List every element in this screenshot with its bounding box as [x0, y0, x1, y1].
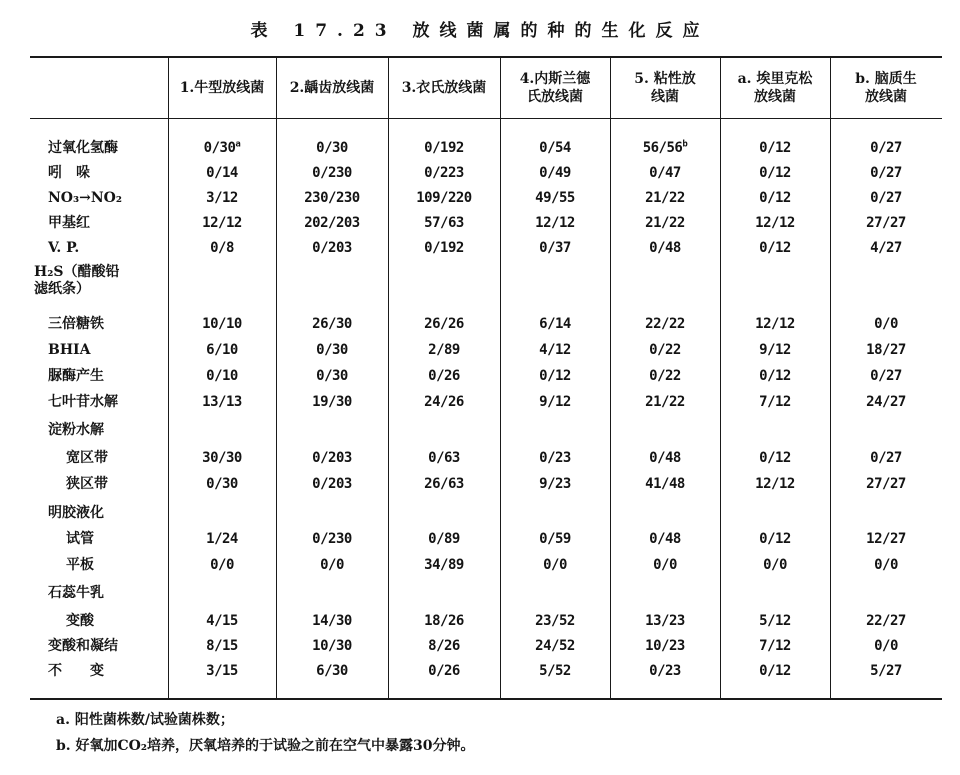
table-cell: 12/12	[755, 476, 795, 492]
table-cell: 10/23	[645, 638, 685, 654]
table-cell: 8/15	[206, 638, 238, 654]
table-cell: 27/27	[866, 476, 906, 492]
table-cell: 14/30	[312, 613, 352, 629]
table-cell: 5/52	[539, 663, 571, 679]
table-cell: 56/56$^b$	[642, 139, 688, 156]
table-cell: 9/23	[539, 476, 571, 492]
table-cell: 0/0	[763, 557, 787, 573]
table-cell: 23/52	[535, 613, 575, 629]
table-cell: 0/10	[206, 368, 238, 384]
row-label: V. P.	[48, 240, 80, 256]
table-cell: 21/22	[645, 190, 685, 206]
footnote-a: a. 阳性菌株数/试验菌株数；	[56, 712, 234, 728]
column-header: a. 埃里克松 放线菌	[737, 71, 813, 105]
table-cell: 30/30	[202, 450, 242, 466]
table-cell: 6/14	[539, 316, 571, 332]
table-cell: 26/63	[424, 476, 464, 492]
row-label: 脲酶产生	[48, 368, 104, 384]
table-cell: 0/0	[874, 316, 898, 332]
table-cell: 0/27	[870, 190, 902, 206]
table-cell: 0/203	[312, 476, 352, 492]
row-label: 明胶液化	[48, 505, 104, 521]
table-cell: 0/12	[759, 240, 791, 256]
table-cell: 4/27	[870, 240, 902, 256]
table-cell: 0/192	[424, 140, 464, 156]
table-cell: 21/22	[645, 215, 685, 231]
table-cell: 4/15	[206, 613, 238, 629]
table-cell: 0/12	[759, 663, 791, 679]
table-cell: 0/12	[759, 531, 791, 547]
table-cell: 0/49	[539, 165, 571, 181]
table-cell: 0/192	[424, 240, 464, 256]
table-cell: 57/63	[424, 215, 464, 231]
table-cell: 6/10	[206, 342, 238, 358]
table-cell: 109/220	[416, 190, 472, 206]
table-cell: 26/26	[424, 316, 464, 332]
table-cell: 0/12	[759, 190, 791, 206]
footnote-b: b. 好氧加CO₂培养，厌氧培养的于试验之前在空气中暴露30分钟。	[56, 738, 475, 754]
table-cell: 7/12	[759, 638, 791, 654]
table-cell: 18/26	[424, 613, 464, 629]
table-cell: 0/27	[870, 368, 902, 384]
table-cell: 0/0	[653, 557, 677, 573]
table-cell: 0/12	[759, 368, 791, 384]
table-cell: 34/89	[424, 557, 464, 573]
column-header: b. 脑质生 放线菌	[855, 71, 917, 105]
table-cell: 0/26	[428, 663, 460, 679]
table-cell: 24/27	[866, 394, 906, 410]
table-cell: 0/0	[874, 638, 898, 654]
row-label: 淀粉水解	[48, 422, 104, 438]
table-cell: 9/12	[539, 394, 571, 410]
table-cell: 0/48	[649, 531, 681, 547]
table-cell: 0/30	[206, 476, 238, 492]
table-title: 表 17.23 放线菌属的种的生化反应	[250, 21, 710, 41]
table-cell: 0/89	[428, 531, 460, 547]
row-label: H₂S（醋酸铅 滤纸条）	[34, 264, 120, 297]
table-cell: 49/55	[535, 190, 575, 206]
table-cell: 0/0	[320, 557, 344, 573]
table-cell: 12/12	[202, 215, 242, 231]
table-cell: 12/12	[755, 316, 795, 332]
row-label: 过氧化氢酶	[48, 140, 118, 156]
table-cell: 9/12	[759, 342, 791, 358]
table-cell: 0/59	[539, 531, 571, 547]
table-cell: 3/15	[206, 663, 238, 679]
table-cell: 3/12	[206, 190, 238, 206]
table-cell: 0/30	[316, 140, 348, 156]
table-cell: 0/23	[649, 663, 681, 679]
row-label: NO₃→NO₂	[48, 190, 122, 206]
table-cell: 0/0	[210, 557, 234, 573]
header-rule	[30, 118, 942, 119]
table-cell: 0/0	[874, 557, 898, 573]
table-cell: 26/30	[312, 316, 352, 332]
column-header: 1.牛型放线菌	[179, 80, 265, 96]
table-cell: 0/27	[870, 450, 902, 466]
table-cell: 0/30	[316, 342, 348, 358]
table-cell: 5/27	[870, 663, 902, 679]
table-cell: 10/30	[312, 638, 352, 654]
table-cell: 0/26	[428, 368, 460, 384]
row-label: 平板	[66, 557, 94, 573]
table-cell: 2/89	[428, 342, 460, 358]
row-label: 吲 哚	[48, 165, 90, 181]
table-cell: 0/30$^a$	[203, 139, 241, 156]
table-cell: 6/30	[316, 663, 348, 679]
table-cell: 0/47	[649, 165, 681, 181]
table-cell: 0/230	[312, 165, 352, 181]
table-cell: 0/223	[424, 165, 464, 181]
table-cell: 22/27	[866, 613, 906, 629]
table-cell: 0/0	[543, 557, 567, 573]
row-label: 狭区带	[66, 476, 108, 492]
row-label: 石蕊牛乳	[48, 585, 104, 601]
table-cell: 0/22	[649, 368, 681, 384]
table-cell: 0/48	[649, 450, 681, 466]
column-header: 2.龋齿放线菌	[289, 80, 375, 96]
table-cell: 21/22	[645, 394, 685, 410]
table-cell: 5/12	[759, 613, 791, 629]
row-label: 变酸和凝结	[48, 638, 118, 654]
table-cell: 0/27	[870, 140, 902, 156]
table-cell: 230/230	[304, 190, 360, 206]
bottom-rule	[30, 698, 942, 700]
table-cell: 12/12	[755, 215, 795, 231]
table-cell: 41/48	[645, 476, 685, 492]
table-cell: 202/203	[304, 215, 360, 231]
table-cell: 0/54	[539, 140, 571, 156]
table-cell: 0/63	[428, 450, 460, 466]
row-label: 甲基红	[48, 215, 90, 231]
table-cell: 0/48	[649, 240, 681, 256]
table-cell: 0/230	[312, 531, 352, 547]
table-cell: 7/12	[759, 394, 791, 410]
table-cell: 1/24	[206, 531, 238, 547]
table-cell: 4/12	[539, 342, 571, 358]
table-cell: 0/30	[316, 368, 348, 384]
row-label: 变酸	[66, 613, 94, 629]
table-cell: 0/12	[539, 368, 571, 384]
table-cell: 0/8	[210, 240, 234, 256]
column-header: 3.衣氏放线菌	[401, 80, 487, 96]
table-cell: 13/23	[645, 613, 685, 629]
table-cell: 18/27	[866, 342, 906, 358]
table-cell: 0/27	[870, 165, 902, 181]
table-cell: 0/12	[759, 165, 791, 181]
row-label: BHIA	[48, 342, 91, 358]
table-cell: 0/14	[206, 165, 238, 181]
column-header: 4.内斯兰德 氏放线菌	[519, 71, 591, 105]
footnote-marker: a	[235, 139, 241, 150]
row-label: 宽区带	[66, 450, 108, 466]
table-cell: 0/22	[649, 342, 681, 358]
table-cell: 13/13	[202, 394, 242, 410]
table-cell: 0/23	[539, 450, 571, 466]
table-cell: 0/12	[759, 450, 791, 466]
column-header: 5. 粘性放 线菌	[634, 71, 696, 105]
table-cell: 22/22	[645, 316, 685, 332]
row-label: 三倍糖铁	[48, 316, 104, 332]
table-cell: 27/27	[866, 215, 906, 231]
table-cell: 0/12	[759, 140, 791, 156]
table-cell: 10/10	[202, 316, 242, 332]
table-cell: 0/203	[312, 450, 352, 466]
table-cell: 12/27	[866, 531, 906, 547]
row-label: 不 变	[48, 663, 104, 679]
table-cell: 12/12	[535, 215, 575, 231]
table-cell: 0/203	[312, 240, 352, 256]
row-label: 试管	[66, 531, 94, 547]
table-cell: 0/37	[539, 240, 571, 256]
table-cell: 8/26	[428, 638, 460, 654]
table-cell: 19/30	[312, 394, 352, 410]
row-label: 七叶苷水解	[48, 394, 118, 410]
table-cell: 24/52	[535, 638, 575, 654]
table-cell: 24/26	[424, 394, 464, 410]
footnote-marker: b	[682, 139, 688, 150]
